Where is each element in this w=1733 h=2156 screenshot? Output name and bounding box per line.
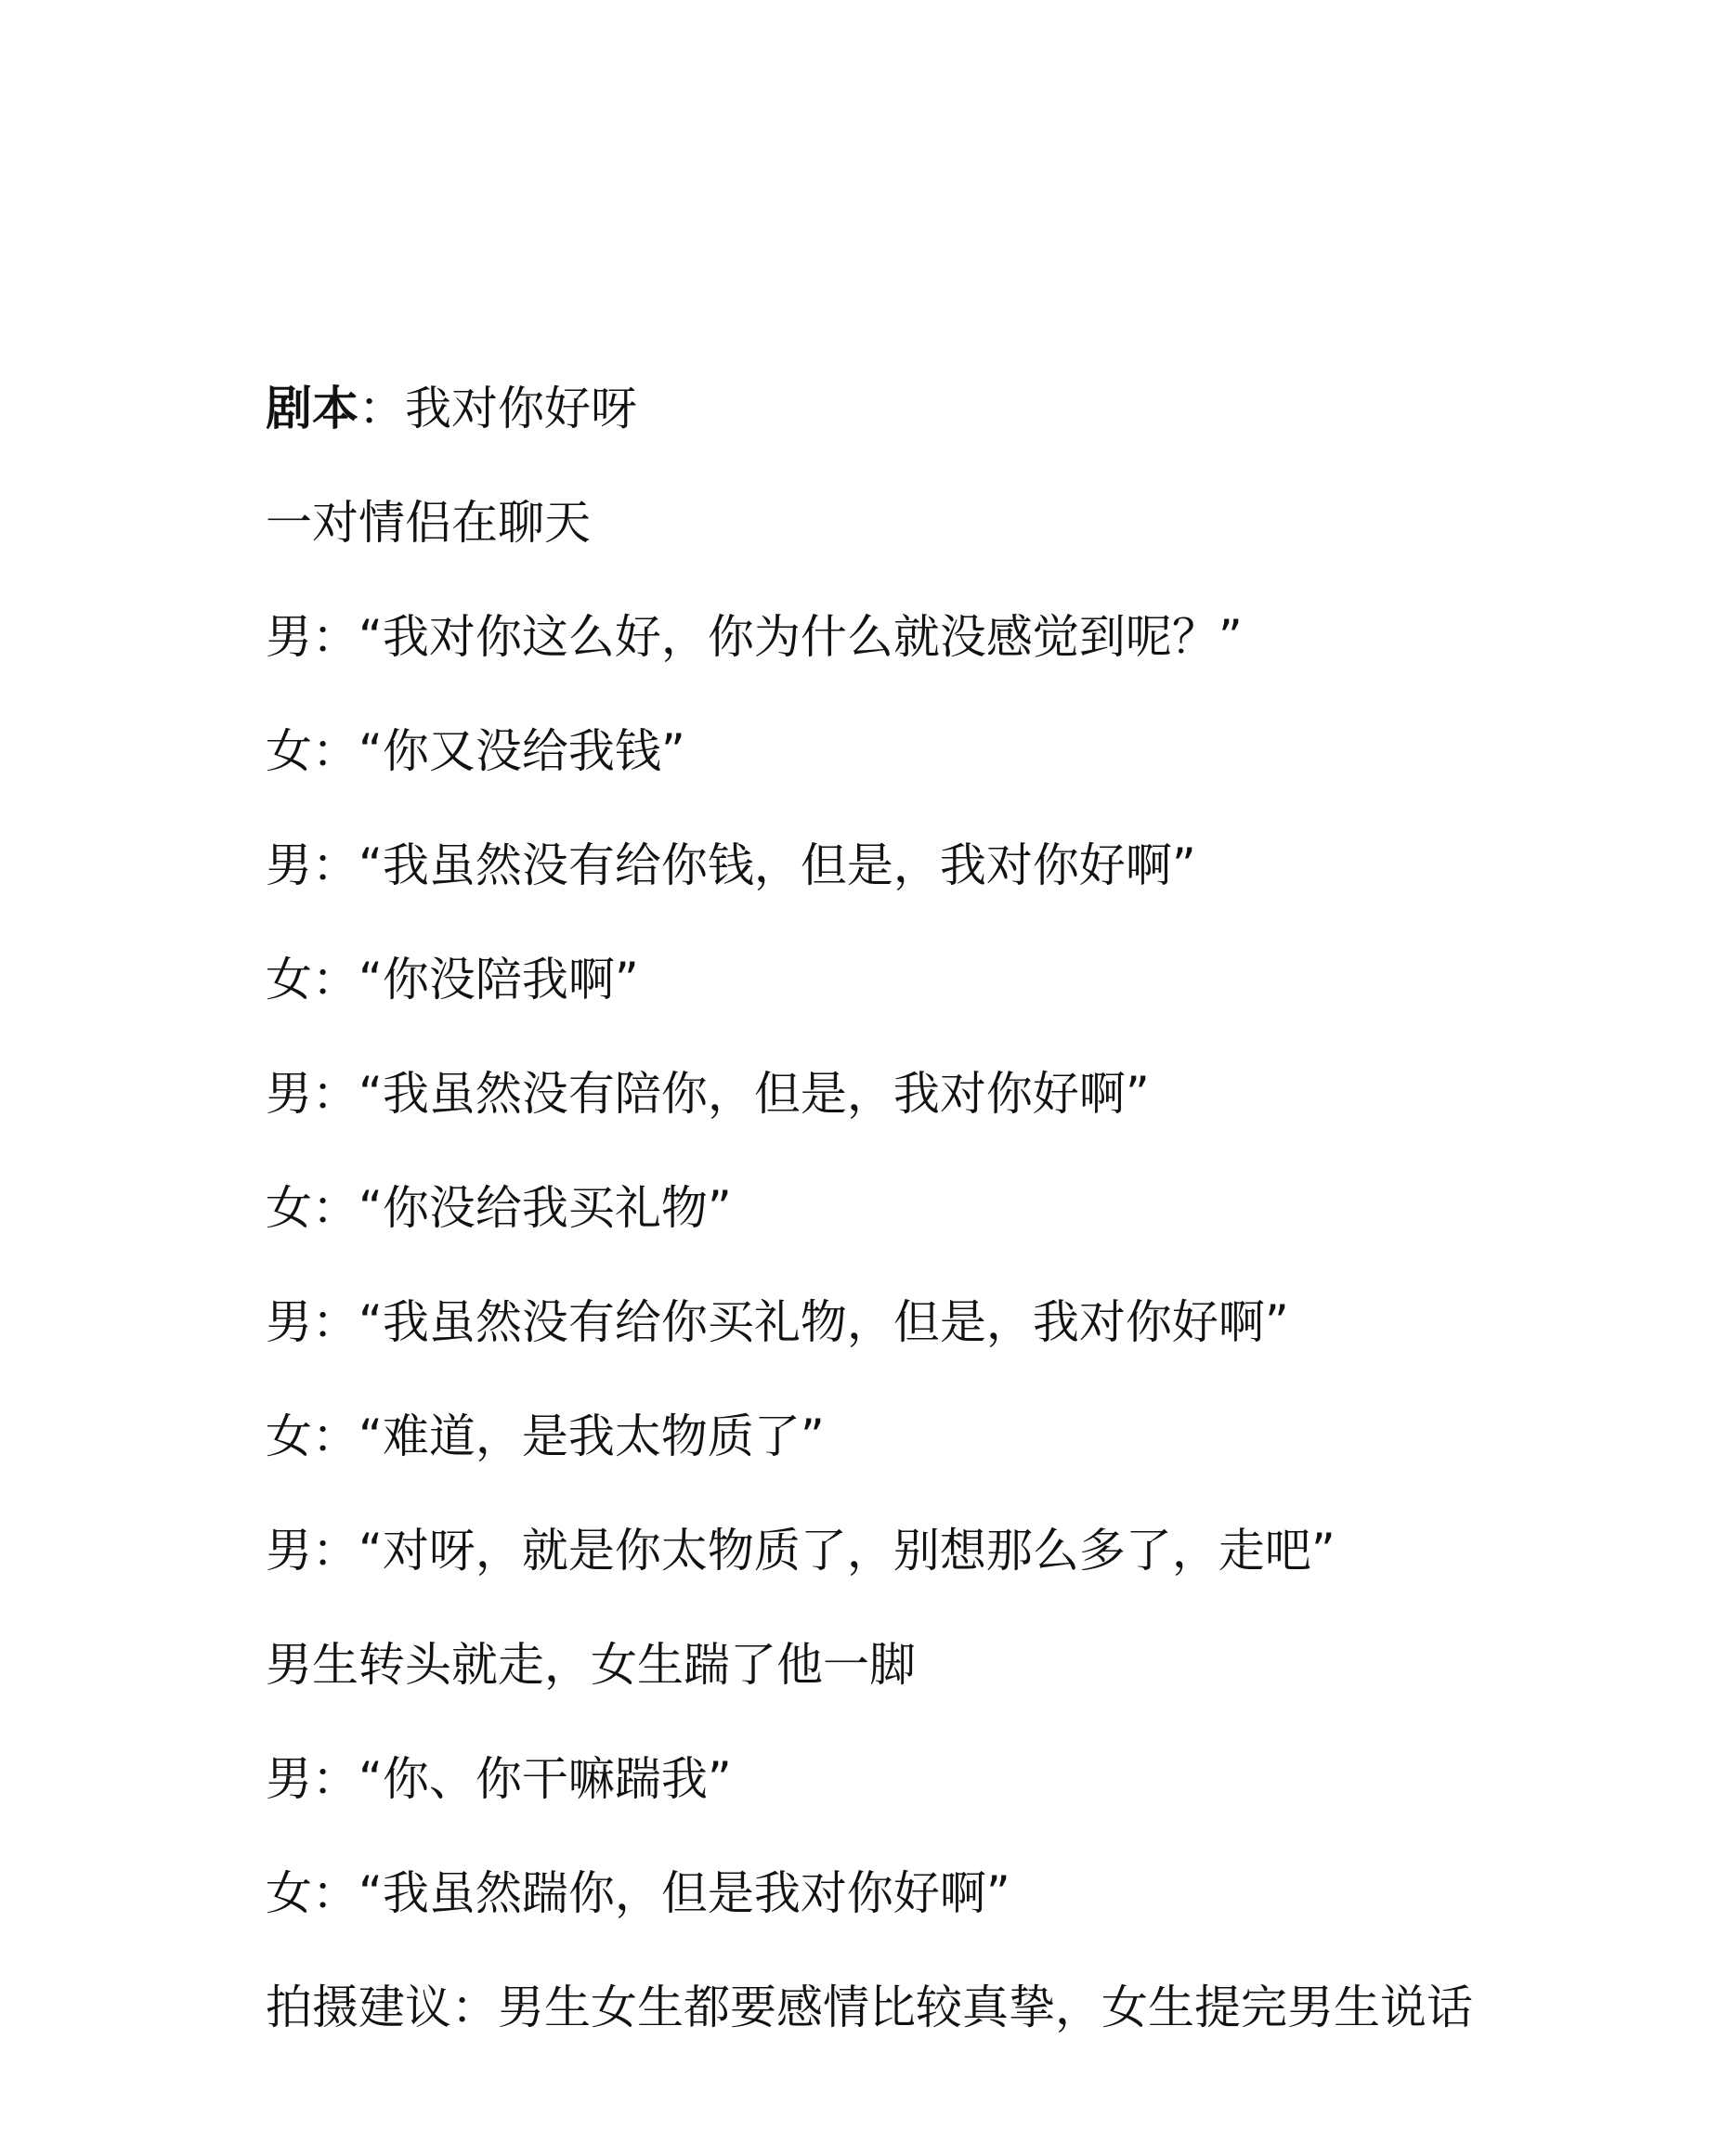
dialogue-line: 女：“难道，是我太物质了” <box>266 1409 825 1463</box>
dialogue-line: 女：“你又没给我钱” <box>266 724 685 778</box>
dialogue-line: 女：“你没陪我啊” <box>266 953 639 1007</box>
dialogue-line: 女：“你没给我买礼物” <box>266 1181 732 1235</box>
title-text: 我对你好呀 <box>405 382 637 435</box>
dialogue-line: 男：“我对你这么好，你为什么就没感觉到呢？” <box>266 610 1243 664</box>
title-label: 剧本 <box>266 382 358 435</box>
shooting-suggestion: 拍摄建议：男生女生都要感情比较真挚，女生提完男生说话 <box>266 1981 1473 2034</box>
dialogue-line: 男：“对呀，就是你太物质了，别想那么多了，走吧” <box>266 1524 1336 1578</box>
dialogue-line: 男：“我虽然没有给你钱，但是，我对你好啊” <box>266 838 1196 892</box>
dialogue-line: 男：“我虽然没有陪你，但是，我对你好啊” <box>266 1067 1150 1121</box>
title-colon: ： <box>358 382 405 435</box>
action-line: 男生转头就走，女生踹了他一脚 <box>266 1638 916 1692</box>
scene-description: 一对情侣在聊天 <box>266 496 591 550</box>
dialogue-line: 女：“我虽然踹你，但是我对你好啊” <box>266 1866 1010 1920</box>
dialogue-line: 男：“你、你干嘛踹我” <box>266 1752 732 1806</box>
script-title <box>266 381 1714 436</box>
dialogue-line: 男：“我虽然没有给你买礼物，但是，我对你好啊” <box>266 1295 1289 1349</box>
script-body <box>266 381 1714 2035</box>
